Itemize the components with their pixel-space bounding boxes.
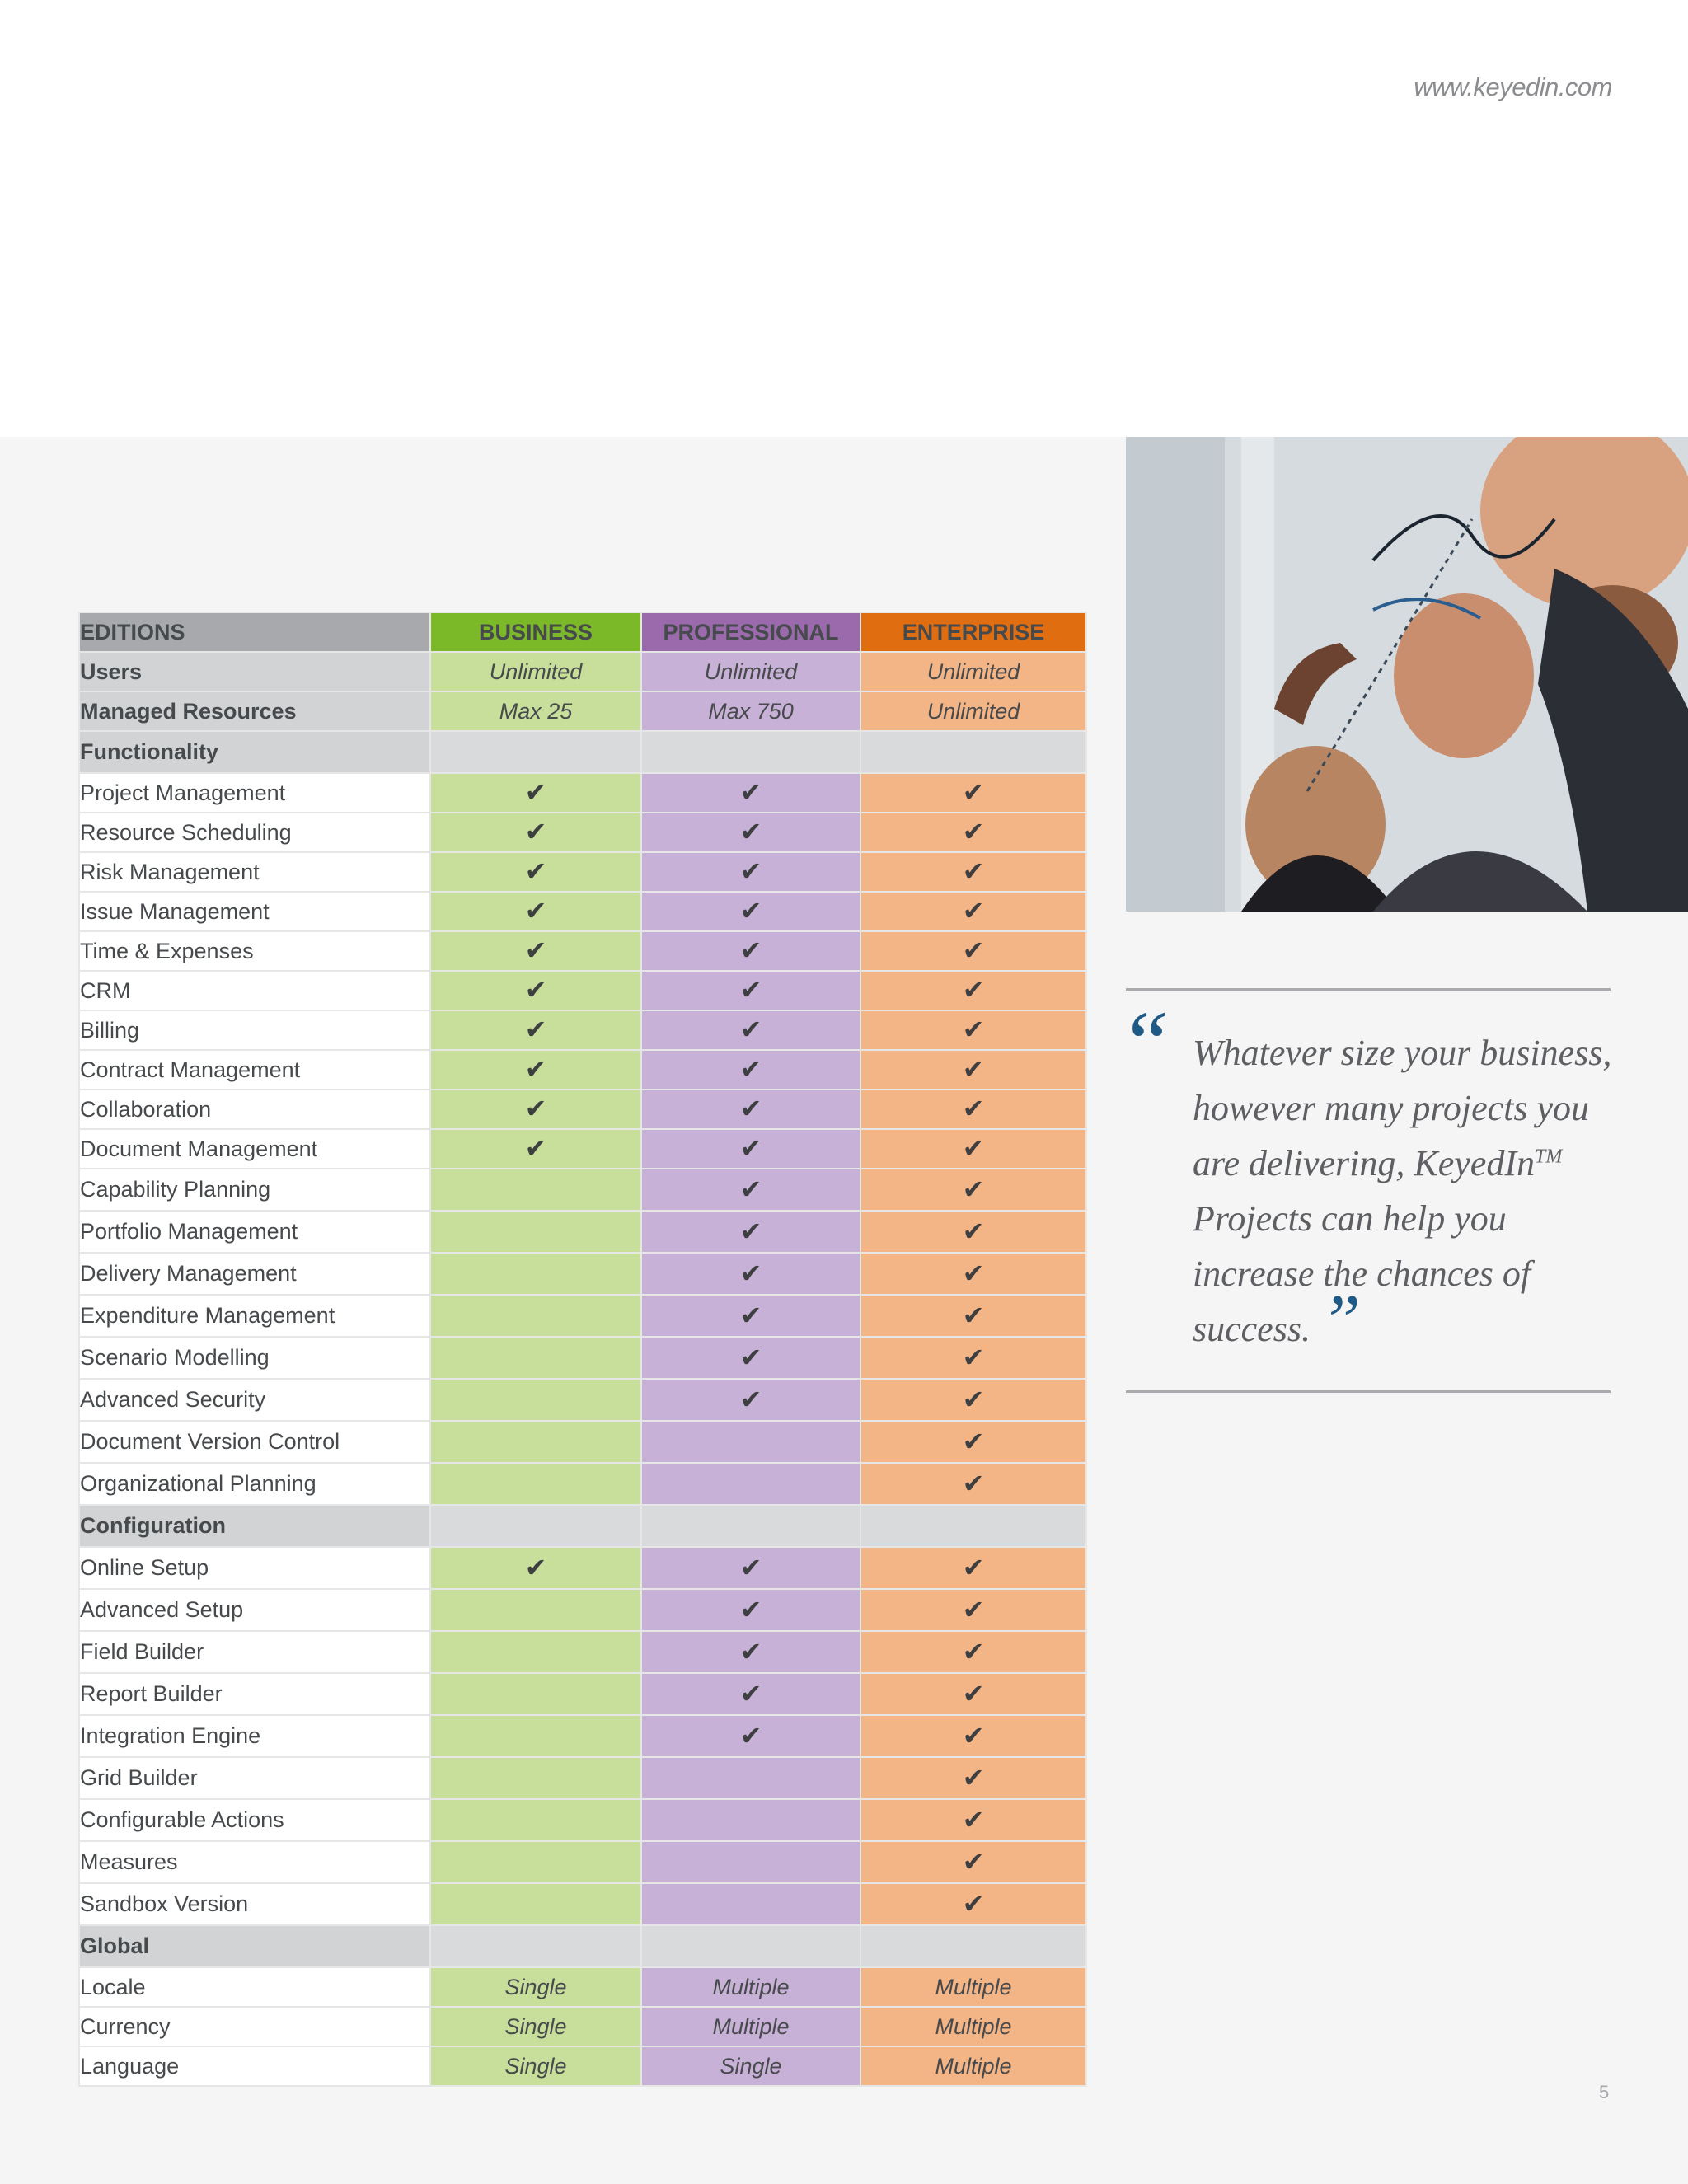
table-row (79, 652, 1086, 691)
feature-label: CRM (79, 971, 430, 1010)
business-header: BUSINESS (430, 612, 641, 652)
enterprise-check-cell (860, 1841, 1086, 1883)
checkmark-icon: ✔ (739, 1300, 762, 1330)
table-row (79, 1589, 1086, 1631)
feature-label: Advanced Security (79, 1379, 430, 1421)
professional-check-cell (641, 1211, 860, 1253)
feature-label: Field Builder (79, 1631, 430, 1673)
business-check-cell (430, 1379, 641, 1421)
enterprise-check-cell (860, 1421, 1086, 1463)
professional-check-cell (641, 971, 860, 1010)
business-check-cell (430, 1421, 641, 1463)
business-check-cell (430, 1090, 641, 1129)
table-row (79, 892, 1086, 931)
table-row (79, 1547, 1086, 1589)
feature-label: Expenditure Management (79, 1295, 430, 1337)
checkmark-icon: ✔ (524, 1054, 547, 1084)
checkmark-icon: ✔ (962, 1678, 985, 1708)
table-row (79, 1757, 1086, 1799)
professional-check-cell (641, 1799, 860, 1841)
table-row (79, 1090, 1086, 1129)
section-spacer-cell (860, 1505, 1086, 1547)
feature-label: Delivery Management (79, 1253, 430, 1295)
checkmark-icon: ✔ (524, 896, 547, 926)
business-check-cell (430, 1463, 641, 1505)
business-check-cell (430, 1715, 641, 1757)
feature-label: Time & Expenses (79, 931, 430, 971)
professional-check-cell (641, 1295, 860, 1337)
section-header-row (79, 1925, 1086, 1967)
open-quote-mark: “ (1119, 992, 1170, 1093)
business-check-cell (430, 1010, 641, 1050)
business-check-cell (430, 1673, 641, 1715)
enterprise-check-cell (860, 1337, 1086, 1379)
table-row (79, 852, 1086, 892)
feature-label: Capability Planning (79, 1169, 430, 1211)
checkmark-icon: ✔ (739, 1258, 762, 1288)
checkmark-icon: ✔ (739, 975, 762, 1005)
business-check-cell (430, 1129, 641, 1169)
business-check-cell (430, 1883, 641, 1925)
checkmark-icon: ✔ (962, 1804, 985, 1835)
feature-label: Resource Scheduling (79, 813, 430, 852)
professional-check-cell (641, 1421, 860, 1463)
table-row (79, 1253, 1086, 1295)
checkmark-icon: ✔ (739, 817, 762, 846)
professional-check-cell (641, 1090, 860, 1129)
enterprise-check-cell (860, 1883, 1086, 1925)
team-photo (1126, 437, 1688, 912)
business-check-cell (430, 1169, 641, 1211)
table-row (79, 1010, 1086, 1050)
checkmark-icon: ✔ (962, 777, 985, 807)
business-check-cell (430, 773, 641, 813)
checkmark-icon: ✔ (962, 975, 985, 1005)
table-row (79, 1967, 1086, 2007)
checkmark-icon: ✔ (962, 1426, 985, 1456)
checkmark-icon: ✔ (962, 1094, 985, 1123)
section-spacer-cell (860, 1925, 1086, 1967)
feature-label: Organizational Planning (79, 1463, 430, 1505)
feature-label: Document Management (79, 1129, 430, 1169)
section-spacer-cell (430, 731, 641, 773)
business-value: Single (430, 2046, 641, 2086)
professional-check-cell (641, 1673, 860, 1715)
checkmark-icon: ✔ (739, 1720, 762, 1750)
business-check-cell (430, 1337, 641, 1379)
checkmark-icon: ✔ (962, 1133, 985, 1163)
business-check-cell (430, 971, 641, 1010)
checkmark-icon: ✔ (739, 1384, 762, 1414)
checkmark-icon: ✔ (739, 1678, 762, 1708)
checkmark-icon: ✔ (962, 1300, 985, 1330)
professional-value: Single (641, 2046, 860, 2086)
business-check-cell (430, 1211, 641, 1253)
checkmark-icon: ✔ (739, 1552, 762, 1582)
checkmark-icon: ✔ (962, 817, 985, 846)
professional-check-cell (641, 931, 860, 971)
enterprise-value: Unlimited (860, 652, 1086, 691)
enterprise-check-cell (860, 1631, 1086, 1673)
enterprise-check-cell (860, 931, 1086, 971)
table-row (79, 1421, 1086, 1463)
table-row (79, 1129, 1086, 1169)
table-row (79, 931, 1086, 971)
feature-label: Online Setup (79, 1547, 430, 1589)
checkmark-icon: ✔ (524, 1094, 547, 1123)
section-title: Global (79, 1925, 430, 1967)
professional-check-cell (641, 1253, 860, 1295)
table-row (79, 1463, 1086, 1505)
professional-value: Max 750 (641, 691, 860, 731)
table-row (79, 773, 1086, 813)
feature-label: Scenario Modelling (79, 1337, 430, 1379)
feature-label: Report Builder (79, 1673, 430, 1715)
table-row (79, 691, 1086, 731)
professional-check-cell (641, 1883, 860, 1925)
enterprise-check-cell (860, 1090, 1086, 1129)
enterprise-check-cell (860, 1757, 1086, 1799)
checkmark-icon: ✔ (739, 1054, 762, 1084)
section-title: Configuration (79, 1505, 430, 1547)
table-row (79, 1211, 1086, 1253)
enterprise-check-cell (860, 1050, 1086, 1090)
section-spacer-cell (430, 1505, 641, 1547)
enterprise-check-cell (860, 1169, 1086, 1211)
feature-label: Locale (79, 1967, 430, 2007)
enterprise-value: Multiple (860, 1967, 1086, 2007)
professional-check-cell (641, 1463, 860, 1505)
professional-check-cell (641, 773, 860, 813)
business-check-cell (430, 1547, 641, 1589)
checkmark-icon: ✔ (524, 975, 547, 1005)
professional-check-cell (641, 1631, 860, 1673)
checkmark-icon: ✔ (962, 935, 985, 965)
section-header-row (79, 731, 1086, 773)
enterprise-header: ENTERPRISE (860, 612, 1086, 652)
editions-header: EDITIONS (79, 612, 430, 652)
checkmark-icon: ✔ (962, 1888, 985, 1919)
checkmark-icon: ✔ (962, 1762, 985, 1793)
feature-label: Billing (79, 1010, 430, 1050)
checkmark-icon: ✔ (524, 817, 547, 846)
table-row (79, 1715, 1086, 1757)
table-body (79, 652, 1086, 2086)
checkmark-icon: ✔ (962, 1258, 985, 1288)
checkmark-icon: ✔ (739, 1342, 762, 1372)
section-spacer-cell (860, 731, 1086, 773)
enterprise-check-cell (860, 1295, 1086, 1337)
enterprise-check-cell (860, 1547, 1086, 1589)
table-row (79, 1799, 1086, 1841)
professional-check-cell (641, 1169, 860, 1211)
table-row (79, 1169, 1086, 1211)
checkmark-icon: ✔ (524, 935, 547, 965)
checkmark-icon: ✔ (962, 1342, 985, 1372)
checkmark-icon: ✔ (739, 1636, 762, 1666)
checkmark-icon: ✔ (962, 1846, 985, 1877)
enterprise-check-cell (860, 1799, 1086, 1841)
checkmark-icon: ✔ (962, 1552, 985, 1582)
professional-check-cell (641, 1129, 860, 1169)
section-header-row (79, 1505, 1086, 1547)
quote-top-rule (1126, 988, 1611, 991)
professional-check-cell (641, 1757, 860, 1799)
professional-check-cell (641, 1841, 860, 1883)
business-check-cell (430, 1841, 641, 1883)
checkmark-icon: ✔ (962, 1720, 985, 1750)
feature-label: Portfolio Management (79, 1211, 430, 1253)
checkmark-icon: ✔ (962, 1594, 985, 1624)
professional-check-cell (641, 1547, 860, 1589)
professional-value: Unlimited (641, 652, 860, 691)
section-spacer-cell (641, 1925, 860, 1967)
page-number: 5 (1599, 2082, 1610, 2102)
business-value: Unlimited (430, 652, 641, 691)
checkmark-icon: ✔ (739, 896, 762, 926)
feature-label: Project Management (79, 773, 430, 813)
enterprise-value: Unlimited (860, 691, 1086, 731)
business-check-cell (430, 1295, 641, 1337)
feature-label: Contract Management (79, 1050, 430, 1090)
business-check-cell (430, 1050, 641, 1090)
section-spacer-cell (641, 731, 860, 773)
table-row (79, 813, 1086, 852)
enterprise-check-cell (860, 1463, 1086, 1505)
checkmark-icon: ✔ (739, 856, 762, 886)
checkmark-icon: ✔ (739, 1174, 762, 1204)
professional-check-cell (641, 1589, 860, 1631)
feature-label: Advanced Setup (79, 1589, 430, 1631)
table-row (79, 1050, 1086, 1090)
feature-label: Currency (79, 2007, 430, 2046)
table-row (79, 1883, 1086, 1925)
table-row (79, 2046, 1086, 2086)
checkmark-icon: ✔ (524, 1015, 547, 1044)
checkmark-icon: ✔ (524, 856, 547, 886)
professional-value: Multiple (641, 2007, 860, 2046)
table-row (79, 971, 1086, 1010)
checkmark-icon: ✔ (962, 856, 985, 886)
table-row (79, 1379, 1086, 1421)
enterprise-check-cell (860, 1211, 1086, 1253)
quote-text-part1: Whatever size your business, however many projects you are delivering, KeyedIn (1193, 1033, 1612, 1183)
trademark-mark: TM (1535, 1146, 1563, 1168)
feature-label: Document Version Control (79, 1421, 430, 1463)
enterprise-value: Multiple (860, 2007, 1086, 2046)
checkmark-icon: ✔ (739, 777, 762, 807)
business-check-cell (430, 931, 641, 971)
enterprise-check-cell (860, 892, 1086, 931)
quote-text-part2: Projects can help you increase the chances of success. (1193, 1198, 1531, 1349)
business-check-cell (430, 1253, 641, 1295)
business-check-cell (430, 1799, 641, 1841)
feature-label: Grid Builder (79, 1757, 430, 1799)
enterprise-check-cell (860, 813, 1086, 852)
professional-check-cell (641, 1010, 860, 1050)
checkmark-icon: ✔ (739, 1015, 762, 1044)
feature-label: Measures (79, 1841, 430, 1883)
testimonial-quote (1193, 1025, 1621, 1361)
editions-comparison-table (78, 612, 1087, 2087)
row-label: Managed Resources (79, 691, 430, 731)
section-spacer-cell (430, 1925, 641, 1967)
feature-label: Configurable Actions (79, 1799, 430, 1841)
professional-check-cell (641, 852, 860, 892)
table-row (79, 1631, 1086, 1673)
checkmark-icon: ✔ (739, 1594, 762, 1624)
enterprise-value: Multiple (860, 2046, 1086, 2086)
table-row (79, 1337, 1086, 1379)
close-quote-mark: ” (1320, 1281, 1361, 1361)
checkmark-icon: ✔ (962, 1174, 985, 1204)
website-url[interactable]: www.keyedin.com (1414, 73, 1612, 101)
enterprise-check-cell (860, 1589, 1086, 1631)
section-title: Functionality (79, 731, 430, 773)
professional-check-cell (641, 813, 860, 852)
checkmark-icon: ✔ (962, 896, 985, 926)
feature-label: Collaboration (79, 1090, 430, 1129)
table-row (79, 1841, 1086, 1883)
enterprise-check-cell (860, 1010, 1086, 1050)
enterprise-check-cell (860, 852, 1086, 892)
business-value: Single (430, 1967, 641, 2007)
row-label: Users (79, 652, 430, 691)
feature-label: Issue Management (79, 892, 430, 931)
feature-label: Language (79, 2046, 430, 2086)
professional-check-cell (641, 1379, 860, 1421)
checkmark-icon: ✔ (962, 1468, 985, 1498)
checkmark-icon: ✔ (962, 1636, 985, 1666)
enterprise-check-cell (860, 971, 1086, 1010)
business-value: Single (430, 2007, 641, 2046)
business-check-cell (430, 813, 641, 852)
feature-label: Risk Management (79, 852, 430, 892)
table-row (79, 1295, 1086, 1337)
enterprise-check-cell (860, 1379, 1086, 1421)
table-row (79, 1673, 1086, 1715)
checkmark-icon: ✔ (962, 1054, 985, 1084)
professional-check-cell (641, 1715, 860, 1757)
professional-header: PROFESSIONAL (641, 612, 860, 652)
feature-label: Sandbox Version (79, 1883, 430, 1925)
checkmark-icon: ✔ (962, 1015, 985, 1044)
professional-check-cell (641, 892, 860, 931)
checkmark-icon: ✔ (962, 1384, 985, 1414)
enterprise-check-cell (860, 1715, 1086, 1757)
professional-check-cell (641, 1050, 860, 1090)
professional-check-cell (641, 1337, 860, 1379)
quote-bottom-rule (1126, 1390, 1611, 1393)
business-check-cell (430, 1631, 641, 1673)
checkmark-icon: ✔ (524, 777, 547, 807)
enterprise-check-cell (860, 1673, 1086, 1715)
checkmark-icon: ✔ (739, 1133, 762, 1163)
checkmark-icon: ✔ (739, 935, 762, 965)
business-value: Max 25 (430, 691, 641, 731)
enterprise-check-cell (860, 1253, 1086, 1295)
business-check-cell (430, 852, 641, 892)
checkmark-icon: ✔ (962, 1216, 985, 1246)
checkmark-icon: ✔ (739, 1216, 762, 1246)
business-check-cell (430, 1757, 641, 1799)
section-spacer-cell (641, 1505, 860, 1547)
professional-value: Multiple (641, 1967, 860, 2007)
enterprise-check-cell (860, 773, 1086, 813)
feature-label: Integration Engine (79, 1715, 430, 1757)
checkmark-icon: ✔ (739, 1094, 762, 1123)
business-check-cell (430, 1589, 641, 1631)
checkmark-icon: ✔ (524, 1133, 547, 1163)
checkmark-icon: ✔ (524, 1552, 547, 1582)
business-check-cell (430, 892, 641, 931)
enterprise-check-cell (860, 1129, 1086, 1169)
table-row (79, 2007, 1086, 2046)
